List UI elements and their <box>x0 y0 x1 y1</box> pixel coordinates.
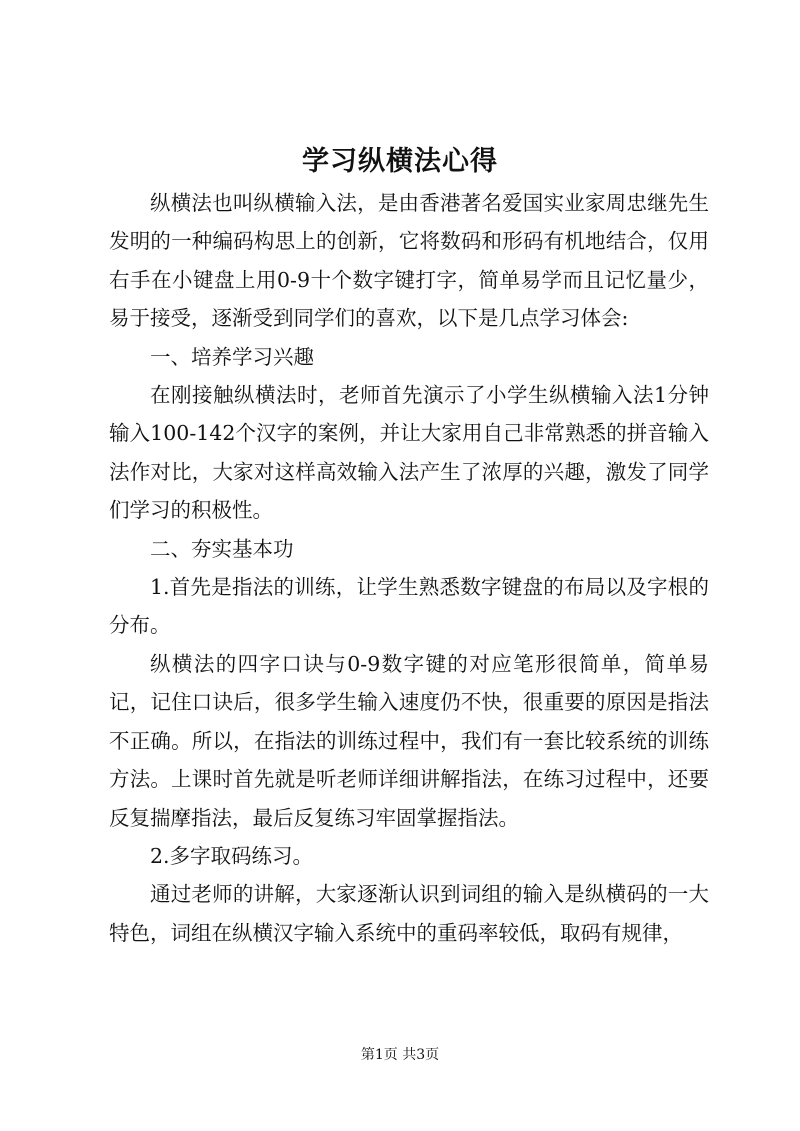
section-heading-interest: 一、培养学习兴趣 <box>150 344 314 369</box>
section-heading-basics: 二、夯实基本功 <box>150 536 294 561</box>
document-body <box>109 184 709 952</box>
paragraph-fingering-detail: 纵横法的四字口诀与0-9数字键的对应笔形很简单，简单易记，记住口诀后，很多学生输入速度仍不快，很重要的原因是指法不正确。所以，在指法的训练过程中，我们有一套比较系统的训练方法。上课时首先就是听老师详细讲解指法，在练习过程中，还要反复揣摩指法，最后反复练习牢固掌握指法。 <box>109 651 709 830</box>
paragraph-multichar-item: 2.多字取码练习。 <box>150 843 314 868</box>
paragraph-fingering-item: 1.首先是指法的训练，让学生熟悉数字键盘的布局以及字根的分布。 <box>109 575 709 638</box>
document-title: 学习纵横法心得 <box>302 146 498 177</box>
page-footer: 第1页 共3页 <box>360 1047 440 1063</box>
paragraph-interest: 在刚接触纵横法时，老师首先演示了小学生纵横输入法1分钟输入100-142个汉字的案例，并让大家用自己非常熟悉的拼音输入法作对比，大家对这样高效输入法产生了浓厚的兴趣，激发了同学们学习的积极性。 <box>109 383 709 523</box>
paragraph-intro: 纵横法也叫纵横输入法，是由香港著名爱国实业家周忠继先生发明的一种编码构思上的创新，它将数码和形码有机地结合，仅用右手在小键盘上用0-9十个数字键打字，简单易学而且记忆量少，易于接受，逐渐受到同学们的喜欢，以下是几点学习体会: <box>109 191 709 331</box>
paragraph-phrase-input: 通过老师的讲解，大家逐渐认识到词组的输入是纵横码的一大特色，词组在纵横汉字输入系统中的重码率较低，取码有规律， <box>109 882 709 945</box>
